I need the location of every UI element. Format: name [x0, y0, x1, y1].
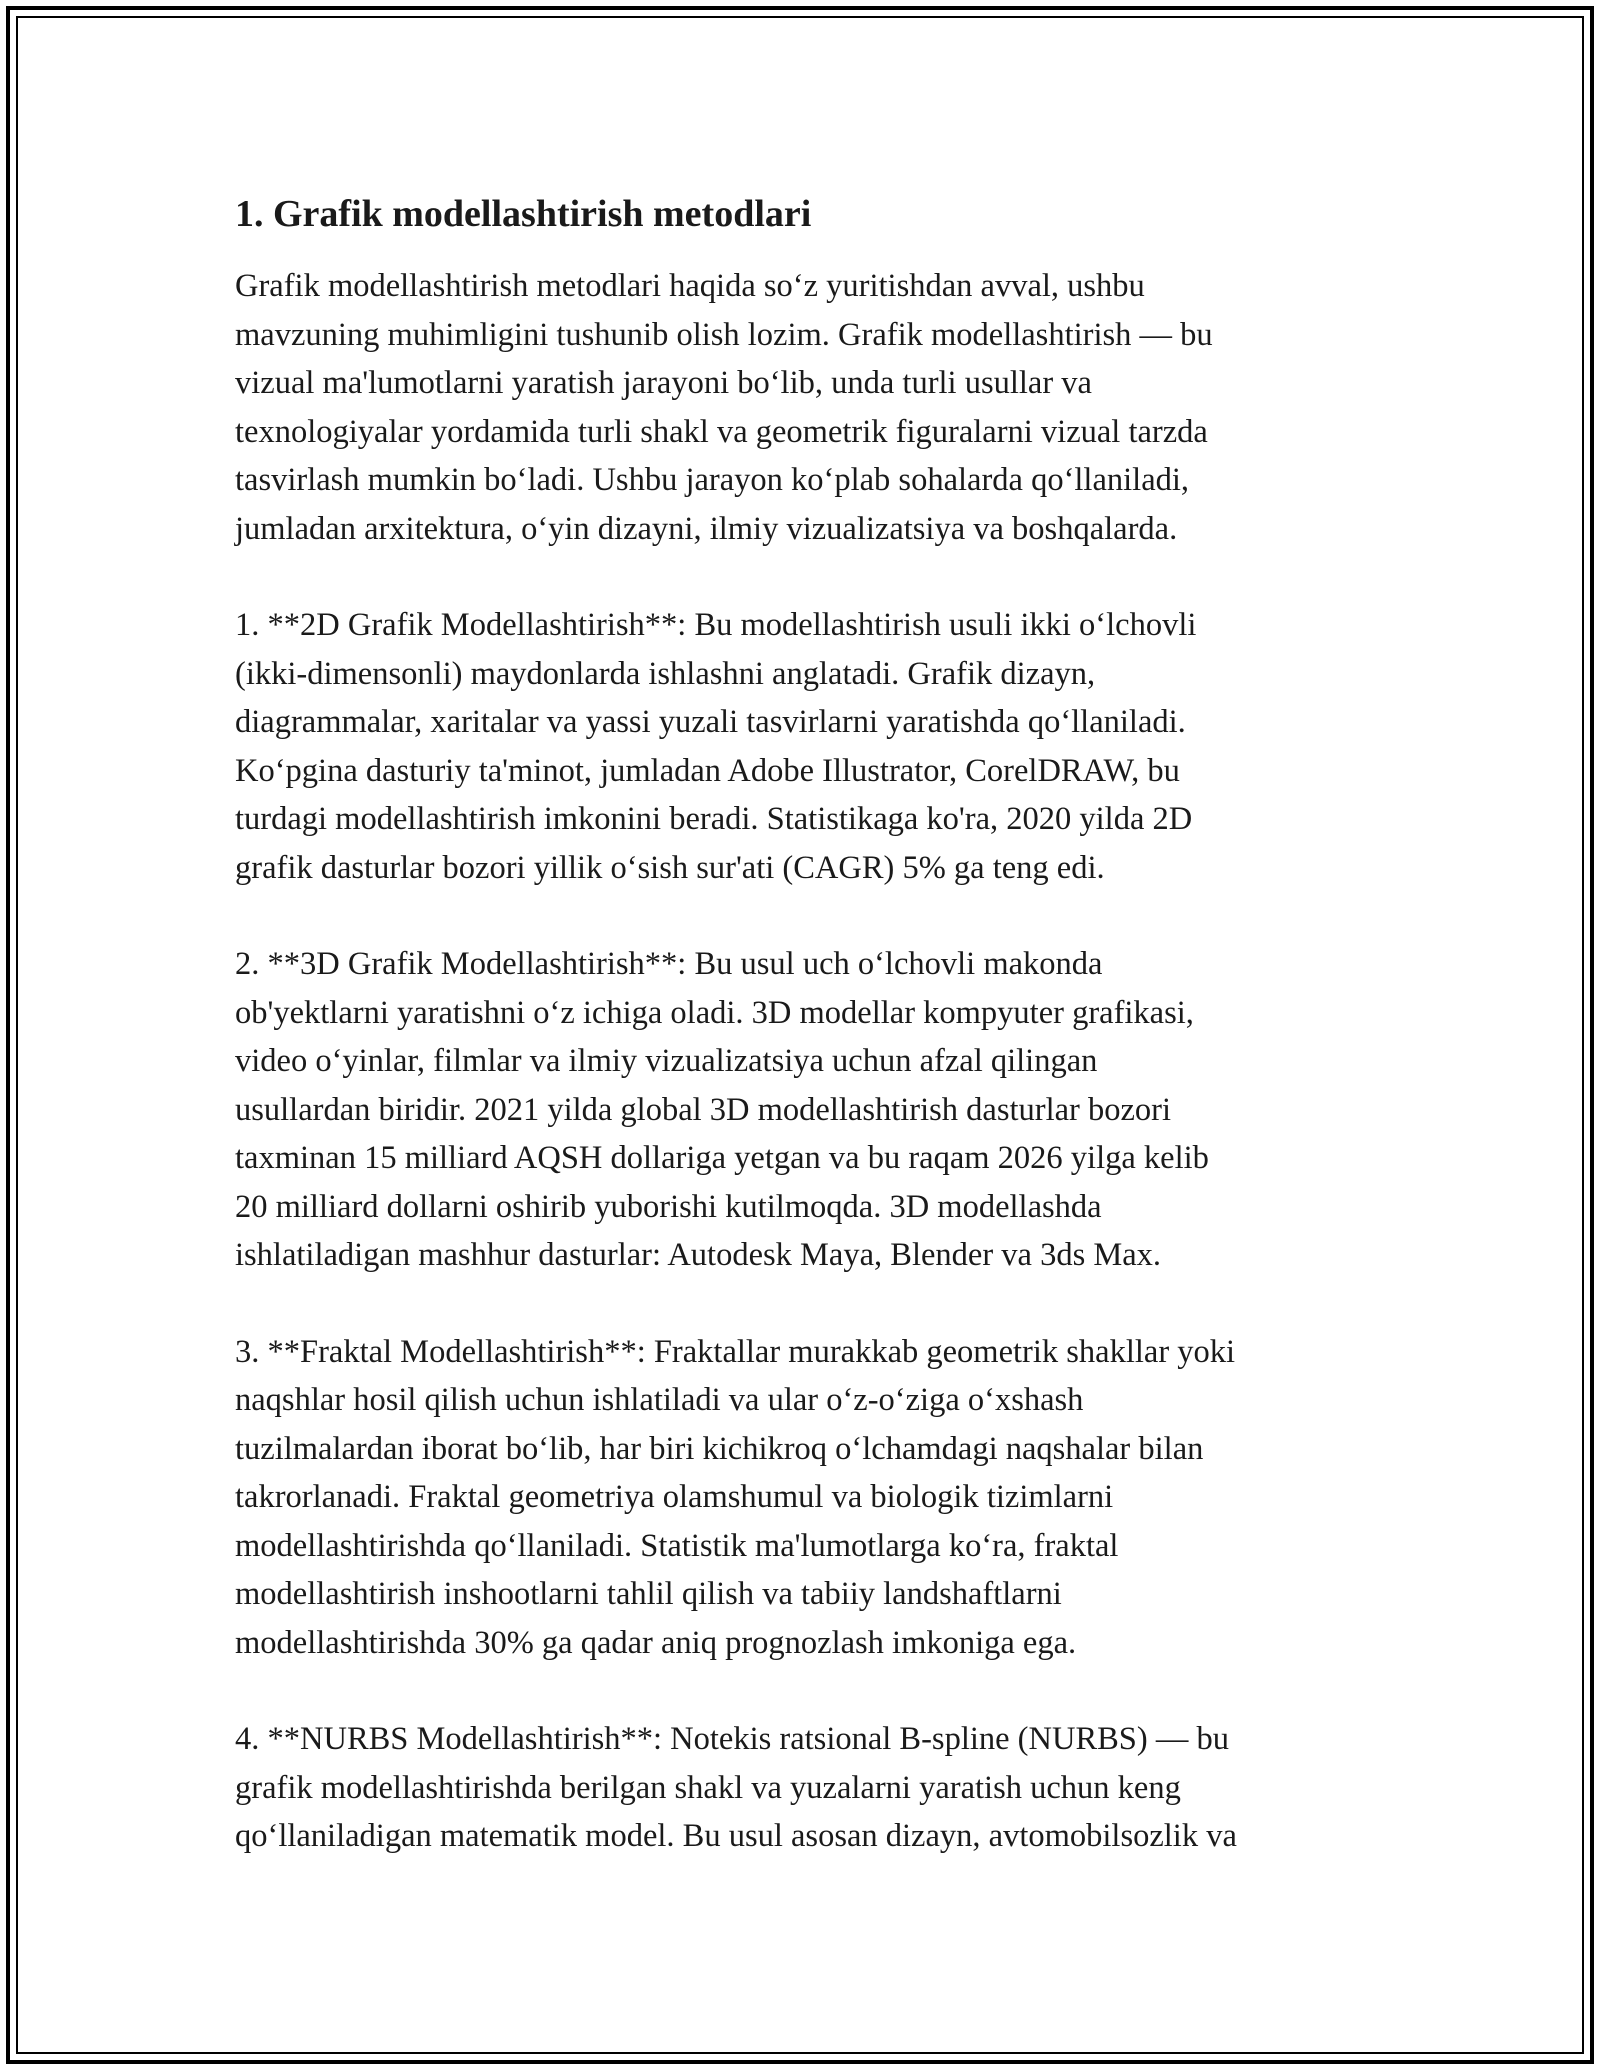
paragraph-2d-modeling: 1. **2D Grafik Modellashtirish**: Bu modellashtirish usuli ikki o‘lchovli (ikki-dimensonli) maydonlarda ishlashni anglatadi. Grafik dizayn, diagrammalar, xaritalar va yassi yuzali tasvirlarni yaratishda qo‘llaniladi. Ko‘pgina dasturiy ta'minot, jumladan Adobe Illustrator, CorelDRAW, bu turdagi modellashtirish imkonini beradi. Statistikaga ko'ra, 2020 yilda 2D grafik dasturlar bozori yillik o‘sish sur'ati (CAGR) 5% ga teng edi.	[235, 607, 1197, 886]
document-title: 1. Grafik modellashtirish metodlari	[235, 193, 812, 235]
paragraph-nurbs-modeling: 4. **NURBS Modellashtirish**: Notekis ratsional B-spline (NURBS) — bu grafik modellashtirishda berilgan shakl va yuzalarni yaratish uchun keng qo‘llaniladigan matematik model. Bu usul asosan dizayn, avtomobilsozlik va	[235, 1721, 1237, 1854]
paragraph-fractal-modeling: 3. **Fraktal Modellashtirish**: Fraktallar murakkab geometrik shakllar yoki naqshlar hosil qilish uchun ishlatiladi va ular o‘z-o‘ziga o‘xshash tuzilmalardan iborat bo‘lib, har biri kichikroq o‘lchamdagi naqshalar bilan takrorlanadi. Fraktal geometriya olamshumul va biologik tizimlarni modellashtirishda qo‘llaniladi. Statistik ma'lumotlarga ko‘ra, fraktal modellashtirish inshootlarni tahlil qilish va tabiiy landshaftlarni modellashtirishda 30% ga qadar aniq prognozlash imkoniga ega.	[235, 1333, 1236, 1661]
paragraph-3d-modeling: 2. **3D Grafik Modellashtirish**: Bu usul uch o‘lchovli makonda ob'yektlarni yaratishni o‘z ichiga oladi. 3D modellar kompyuter grafikasi, video o‘yinlar, filmlar va ilmiy vizualizatsiya uchun afzal qilingan usullardan biridir. 2021 yilda global 3D modellashtirish dasturlar bozori taxminan 15 milliard AQSH dollariga yetgan va bu raqam 2026 yilga kelib 20 milliard dollarni oshirib yuborishi kutilmoqda. 3D modellashda ishlatiladigan mashhur dasturlar: Autodesk Maya, Blender va 3ds Max.	[235, 946, 1209, 1273]
paragraph-intro: Grafik modellashtirish metodlari haqida so‘z yuritishdan avval, ushbu mavzuning muhimligini tushunib olish lozim. Grafik modellashtirish — bu vizual ma'lumotlarni yaratish jarayoni bo‘lib, unda turli usullar va texnologiyalar yordamida turli shakl va geometrik figuralarni vizual tarzda tasvirlash mumkin bo‘ladi. Ushbu jarayon ko‘plab sohalarda qo‘llaniladi, jumladan arxitektura, o‘yin dizayni, ilmiy vizualizatsiya va boshqalarda.	[235, 268, 1213, 547]
document-body	[235, 188, 1385, 1909]
